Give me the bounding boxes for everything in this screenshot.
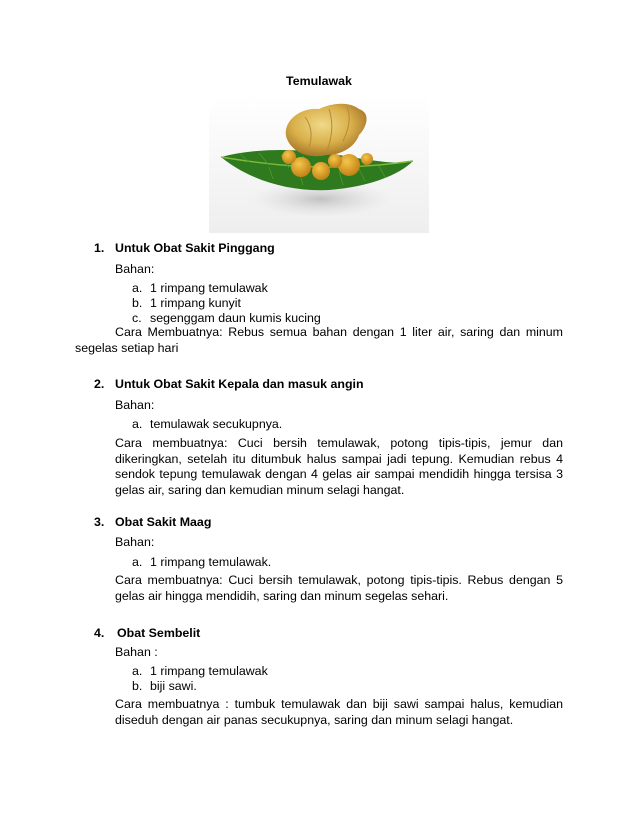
section-heading: Obat Sembelit	[117, 626, 201, 640]
bahan-label: Bahan:	[115, 398, 155, 412]
bahan-label: Bahan:	[115, 535, 155, 549]
method-text: Cara membuatnya : tumbuk temulawak dan biji sawi sampai halus, kemudian diseduh dengan air panas secukupnya, saring dan minum selagi hangat.	[115, 697, 563, 727]
section-heading: Obat Sakit Maag	[115, 515, 212, 529]
list-item: a. 1 rimpang temulawak	[132, 664, 268, 678]
document-title: Temulawak	[286, 74, 352, 88]
section-number: 1.	[94, 241, 105, 255]
method-text: Cara membuatnya: Cuci bersih temulawak, potong tipis-tipis. Rebus dengan 5 gelas air hingga mendidih, saring dan minum segelas sehari.	[115, 573, 563, 603]
section-number: 2.	[94, 377, 105, 391]
list-item: a. 1 rimpang temulawak	[132, 281, 268, 295]
bahan-label: Bahan :	[115, 645, 158, 659]
section-heading: Untuk Obat Sakit Kepala dan masuk angin	[115, 377, 364, 391]
method-text: Cara Membuatnya: Rebus semua bahan dengan 1 liter air, saring dan minum segelas setiap hari	[75, 325, 563, 355]
section-heading: Untuk Obat Sakit Pinggang	[115, 241, 275, 255]
temulawak-image	[209, 95, 429, 233]
list-item: a. 1 rimpang temulawak.	[132, 555, 272, 569]
list-item: b. biji sawi.	[132, 679, 197, 693]
section-number: 4.	[94, 626, 105, 640]
method-text: Cara membuatnya: Cuci bersih temulawak, potong tipis-tipis, jemur dan dikeringkan, setelah itu ditumbuk halus sampai jadi tepung. Kemudian rebus 4 sendok tepung temulawak dengan 4 gelas air sampai mendidih hingga tersisa 3 gelas air, saring dan kemudian minum selagi hangat.	[115, 436, 563, 497]
section-number: 3.	[94, 515, 105, 529]
list-item: c. segenggam daun kumis kucing	[132, 311, 321, 325]
bahan-label: Bahan:	[115, 262, 155, 276]
list-item: b. 1 rimpang kunyit	[132, 296, 241, 310]
list-item: a. temulawak secukupnya.	[132, 417, 283, 431]
